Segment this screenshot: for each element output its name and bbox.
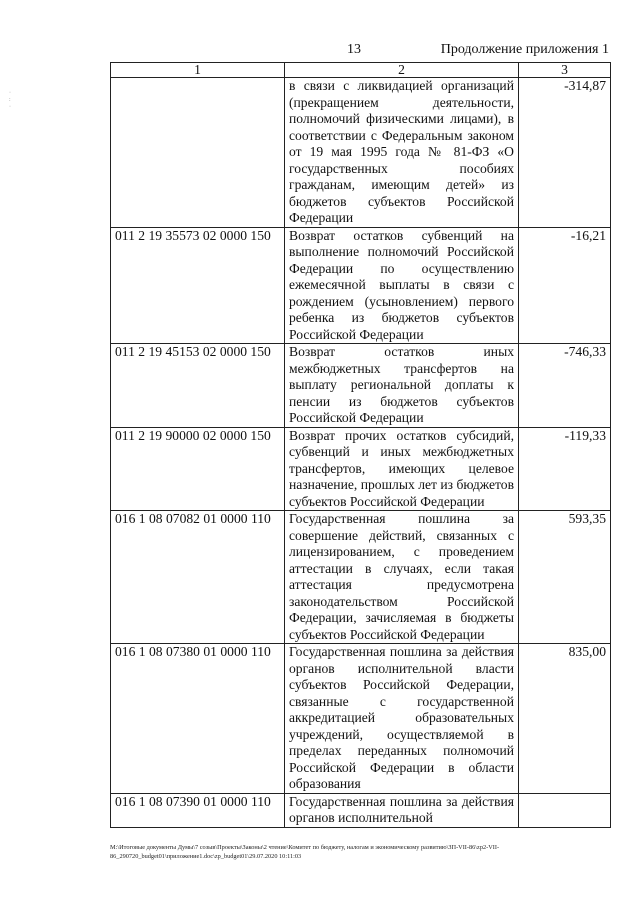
file-path-line: 86_290720_budget01\приложение1.doc\zp_budget01\29.07.2020 10:11:03	[110, 853, 302, 860]
budget-code: 016 1 08 07082 01 0000 110	[111, 511, 285, 644]
margin-mark: · : ·	[9, 90, 11, 110]
row-amount: -314,87	[519, 78, 611, 228]
row-amount: -119,33	[519, 427, 611, 511]
table-row	[111, 427, 611, 511]
row-description: Государственная пошлина за совершение действий, связанных с лицензированием, с проведением аттестации в случаях, если такая аттестация предусмотрена законодательством Российской Федерации, зачисляемая в бюджеты субъектов Российской Федерации	[285, 511, 519, 644]
file-path-line: M:\Итоговые документы Думы\7 созыв\Проекты\Законы\2 чтение\Комитет по бюджету, налогам и экономическому развитию\ЗП-VII-86\zp2-VII-	[110, 844, 500, 851]
row-amount	[519, 793, 611, 827]
budget-code: 011 2 19 90000 02 0000 150	[111, 427, 285, 511]
row-amount: 593,35	[519, 511, 611, 644]
column-header-1: 1	[111, 63, 285, 78]
table-row	[111, 644, 611, 794]
row-description: Возврат остатков субвенций на выполнение полномочий Российской Федерации по осуществлению ежемесячной выплаты в связи с рождением (усыновлением) первого ребенка из бюджетов субъектов Российской Федерации	[285, 227, 519, 344]
column-header-2: 2	[285, 63, 519, 78]
file-path-footer	[110, 843, 610, 861]
row-description: Государственная пошлина за действия органов исполнительной	[285, 793, 519, 827]
budget-table	[110, 62, 611, 828]
row-description: Возврат прочих остатков субсидий, субвенций и иных межбюджетных трансфертов, имеющих целевое назначение, прошлых лет из бюджетов субъектов Российской Федерации	[285, 427, 519, 511]
row-amount: 835,00	[519, 644, 611, 794]
continuation-label: Продолжение приложения 1	[440, 42, 609, 57]
table-row	[111, 511, 611, 644]
table-row	[111, 793, 611, 827]
budget-code: 016 1 08 07390 01 0000 110	[111, 793, 285, 827]
page-number: 13	[347, 42, 361, 57]
budget-code: 016 1 08 07380 01 0000 110	[111, 644, 285, 794]
row-description: Государственная пошлина за действия органов исполнительной власти субъектов Российской Федерации, связанные с государственной аккредитацией образовательных учреждений, осуществляемой в пределах переданных полномочий Российской Федерации в области образования	[285, 644, 519, 794]
budget-code: 011 2 19 45153 02 0000 150	[111, 344, 285, 428]
table-header-row	[111, 63, 611, 78]
budget-code: 011 2 19 35573 02 0000 150	[111, 227, 285, 344]
row-description: Возврат остатков иных межбюджетных трансфертов на выплату региональной доплаты к пенсии из бюджетов субъектов Российской Федерации	[285, 344, 519, 428]
row-amount: -746,33	[519, 344, 611, 428]
budget-code	[111, 78, 285, 228]
column-header-3: 3	[519, 63, 611, 78]
table-row	[111, 78, 611, 228]
row-description: в связи с ликвидацией организаций (прекращением деятельности, полномочий физическими лицами), в соответствии с Федеральным законом от 19 мая 1995 года № 81-ФЗ «О государственных пособиях гражданам, имеющим детей» из бюджетов субъектов Российской Федерации	[285, 78, 519, 228]
row-amount: -16,21	[519, 227, 611, 344]
table-row	[111, 344, 611, 428]
table-row	[111, 227, 611, 344]
